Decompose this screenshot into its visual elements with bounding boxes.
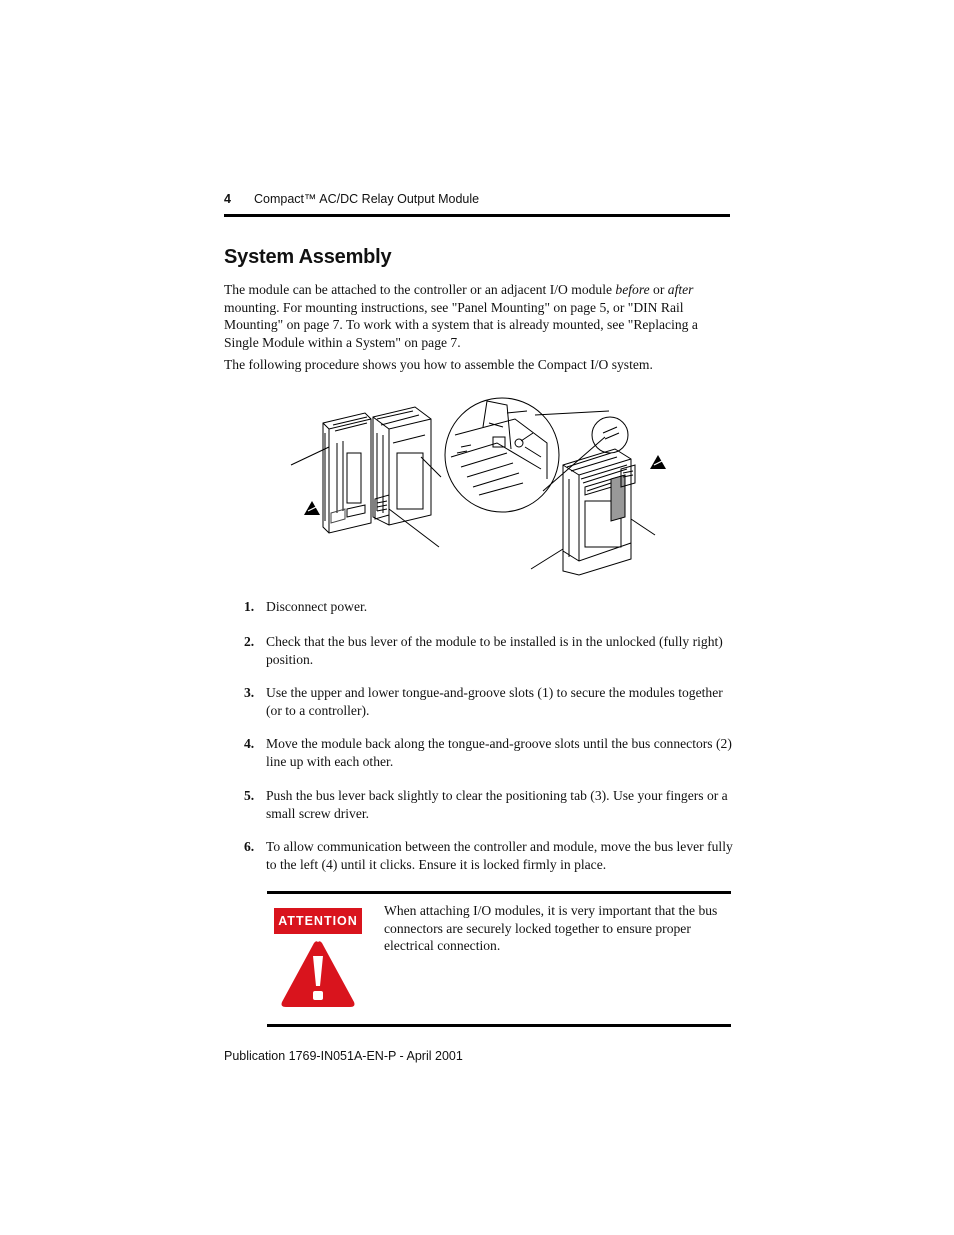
- procedure-intro: The following procedure shows you how to assemble the Compact I/O system.: [224, 357, 653, 372]
- warning-triangle-icon: [280, 940, 356, 1008]
- attention-top-rule: [267, 891, 731, 894]
- attention-badge: ATTENTION: [274, 908, 362, 934]
- intro-text-1: The module can be attached to the controller or an adjacent I/O module: [224, 282, 616, 297]
- esd-warning-icon-left: [304, 501, 320, 515]
- section-title: System Assembly: [224, 246, 392, 268]
- intro-em-after: after: [667, 282, 694, 297]
- step-text: Check that the bus lever of the module to be installed is in the unlocked (fully right) position.: [266, 634, 723, 667]
- step-number: 5.: [244, 788, 255, 803]
- step-number: 3.: [244, 685, 255, 700]
- step-number: 4.: [244, 736, 255, 751]
- intro-text-3: mounting. For mounting instructions, see "Panel Mounting" on page 5, or "DIN Rail Mounting" on page 7. To work with a system that is already mounted, see "Replacing a Single Module within a System" on page 7.: [224, 299, 698, 350]
- running-header: [224, 192, 730, 206]
- esd-warning-icon-right: [650, 455, 666, 469]
- page-number: 4: [224, 192, 231, 206]
- step-text: Disconnect power.: [266, 599, 368, 614]
- step-text: Push the bus lever back slightly to clear the positioning tab (3). Use your fingers or a small screw driver.: [266, 788, 728, 821]
- left-module-illustration: [323, 413, 371, 533]
- attention-text: When attaching I/O modules, it is very important that the bus connectors are securely locked together to ensure proper electrical connection.: [384, 903, 718, 953]
- assembly-illustration: [285, 383, 675, 578]
- step-number: 1.: [244, 599, 255, 614]
- intro-paragraph: [224, 281, 730, 351]
- attention-bottom-rule: [267, 1024, 731, 1027]
- intro-em-before: before: [615, 282, 650, 297]
- running-title: Compact™ AC/DC Relay Output Module: [254, 192, 480, 206]
- step-number: 2.: [244, 634, 255, 649]
- right-module-illustration: [563, 449, 635, 575]
- step-number: 6.: [244, 839, 255, 854]
- step-text: Use the upper and lower tongue-and-groove slots (1) to secure the modules together (or to a controller).: [266, 685, 723, 718]
- step-text: To allow communication between the controller and module, move the bus lever fully to the left (4) until it clicks. Ensure it is locked firmly in place.: [266, 839, 733, 872]
- header-rule: [224, 214, 730, 217]
- step-text: Move the module back along the tongue-and-groove slots until the bus connectors (2) line up with each other.: [266, 736, 732, 769]
- publication-footer: Publication 1769-IN051A-EN-P - April 2001: [224, 1049, 463, 1063]
- intro-text-2: or: [649, 282, 668, 297]
- middle-module-illustration: [373, 407, 431, 525]
